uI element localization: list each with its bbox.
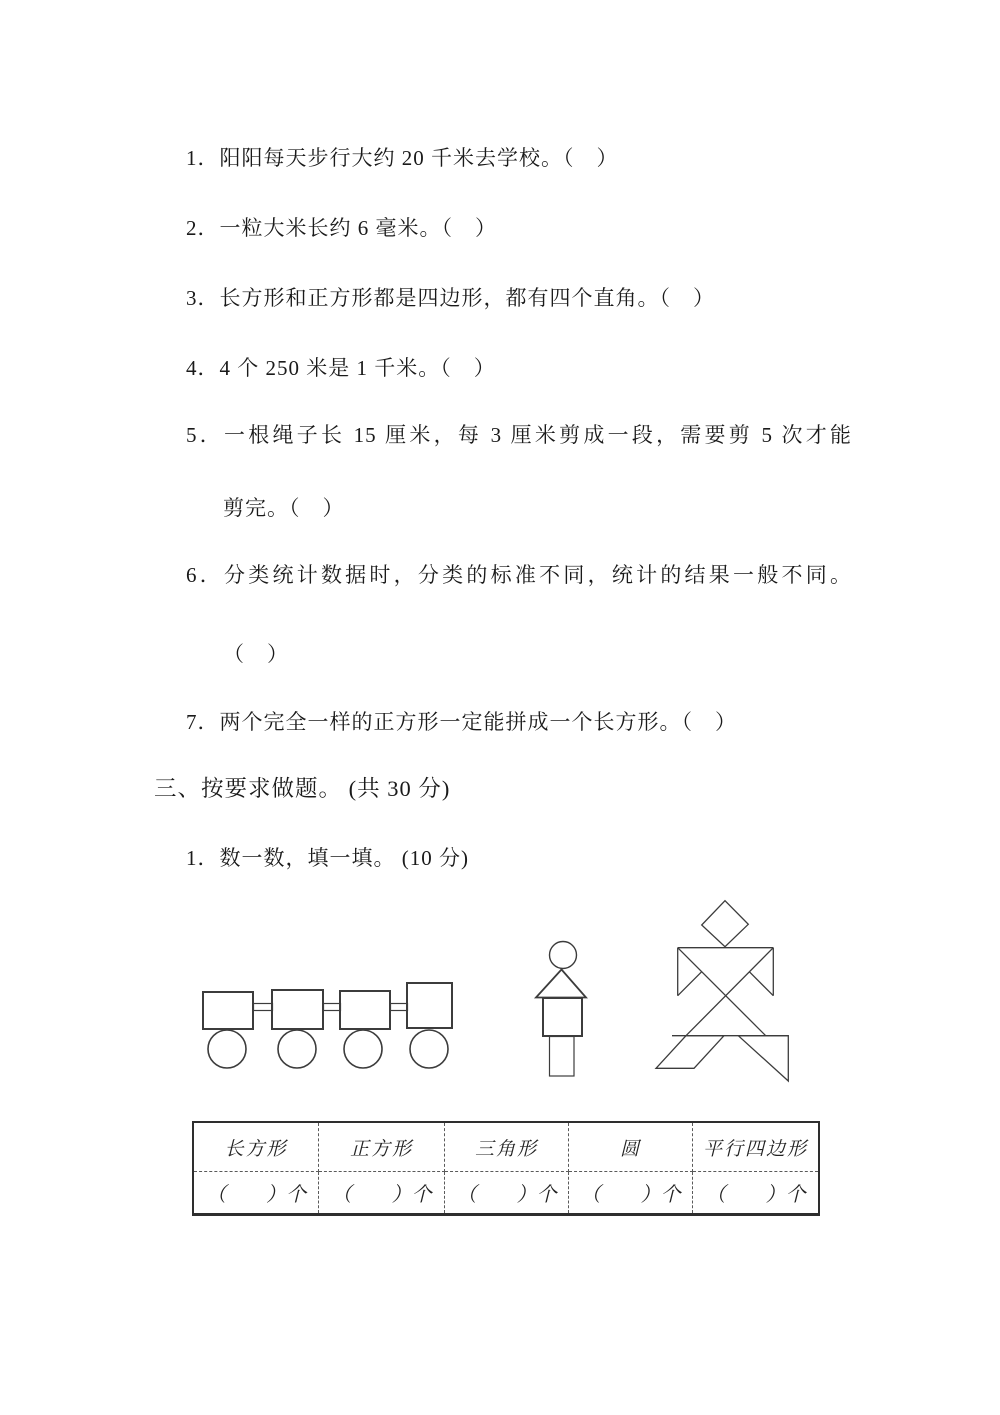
- train-car: [340, 991, 390, 1029]
- train-wheel: [278, 1030, 316, 1068]
- count-cell-rectangle: （ ）个: [194, 1172, 319, 1213]
- figures-illustration: [190, 880, 810, 1095]
- tangram-right-small-triangle-edge: [749, 972, 773, 996]
- tangram-leg-parallelogram: [656, 1036, 724, 1069]
- table-header-parallelogram: 平行四边形: [693, 1123, 818, 1172]
- count-cell-triangle: （ ）个: [445, 1172, 569, 1213]
- person-figure: [536, 942, 586, 1077]
- train-wheel: [344, 1030, 382, 1068]
- person-body-triangle: [536, 970, 586, 998]
- train-car: [203, 992, 253, 1029]
- train-car: [272, 990, 323, 1029]
- tangram-leg-triangle: [738, 1036, 788, 1081]
- table-header-square: 正方形: [319, 1123, 445, 1172]
- train-link: [254, 1004, 273, 1011]
- count-cell-square: （ ）个: [319, 1172, 445, 1213]
- section-heading: 三、按要求做题。 (共 30 分): [154, 776, 451, 801]
- count-cell-circle: （ ）个: [569, 1172, 693, 1213]
- person-body-square: [543, 998, 582, 1036]
- train-car: [407, 983, 452, 1028]
- tangram-diagonal: [678, 948, 766, 1036]
- train-wheel: [410, 1030, 448, 1068]
- train-figure: [203, 983, 452, 1068]
- count-cell-parallelogram: （ ）个: [705, 1184, 806, 1206]
- question-4: 4．4 个 250 米是 1 千米。（ ）: [186, 356, 496, 380]
- train-link: [324, 1004, 341, 1011]
- train-link: [391, 1004, 408, 1011]
- table-header-rectangle: 长方形: [194, 1123, 319, 1172]
- question-7: 7．两个完全一样的正方形一定能拼成一个长方形。（ ）: [186, 710, 737, 734]
- train-wheel: [208, 1030, 246, 1068]
- question-3: 3．长方形和正方形都是四边形，都有四个直角。（ ）: [186, 286, 715, 310]
- question-5-line-1: 5．一根绳子长 15 厘米，每 3 厘米剪成一段，需要剪 5 次才能: [186, 423, 852, 447]
- sub-question-1: 1．数一数，填一填。 (10 分): [186, 846, 469, 870]
- person-legs-rectangle: [550, 1037, 575, 1077]
- table-header-circle: 圆: [569, 1123, 693, 1172]
- question-5-line-2: 剪完。（ ）: [223, 496, 345, 520]
- person-head-circle: [550, 942, 577, 969]
- tangram-figure: [656, 901, 788, 1081]
- shape-count-table: [192, 1121, 820, 1216]
- tangram-left-small-triangle-edge: [678, 972, 702, 996]
- question-6-line-1: 6．分类统计数据时，分类的标准不同，统计的结果一般不同。: [186, 563, 852, 587]
- question-2: 2．一粒大米长约 6 毫米。（ ）: [186, 216, 497, 240]
- tangram-head-diamond: [702, 901, 749, 947]
- tangram-diagonal: [686, 948, 773, 1036]
- question-6-line-2: （ ）: [223, 642, 289, 666]
- question-1: 1．阳阳每天步行大约 20 千米去学校。（ ）: [186, 146, 619, 170]
- table-header-triangle: 三角形: [445, 1123, 569, 1172]
